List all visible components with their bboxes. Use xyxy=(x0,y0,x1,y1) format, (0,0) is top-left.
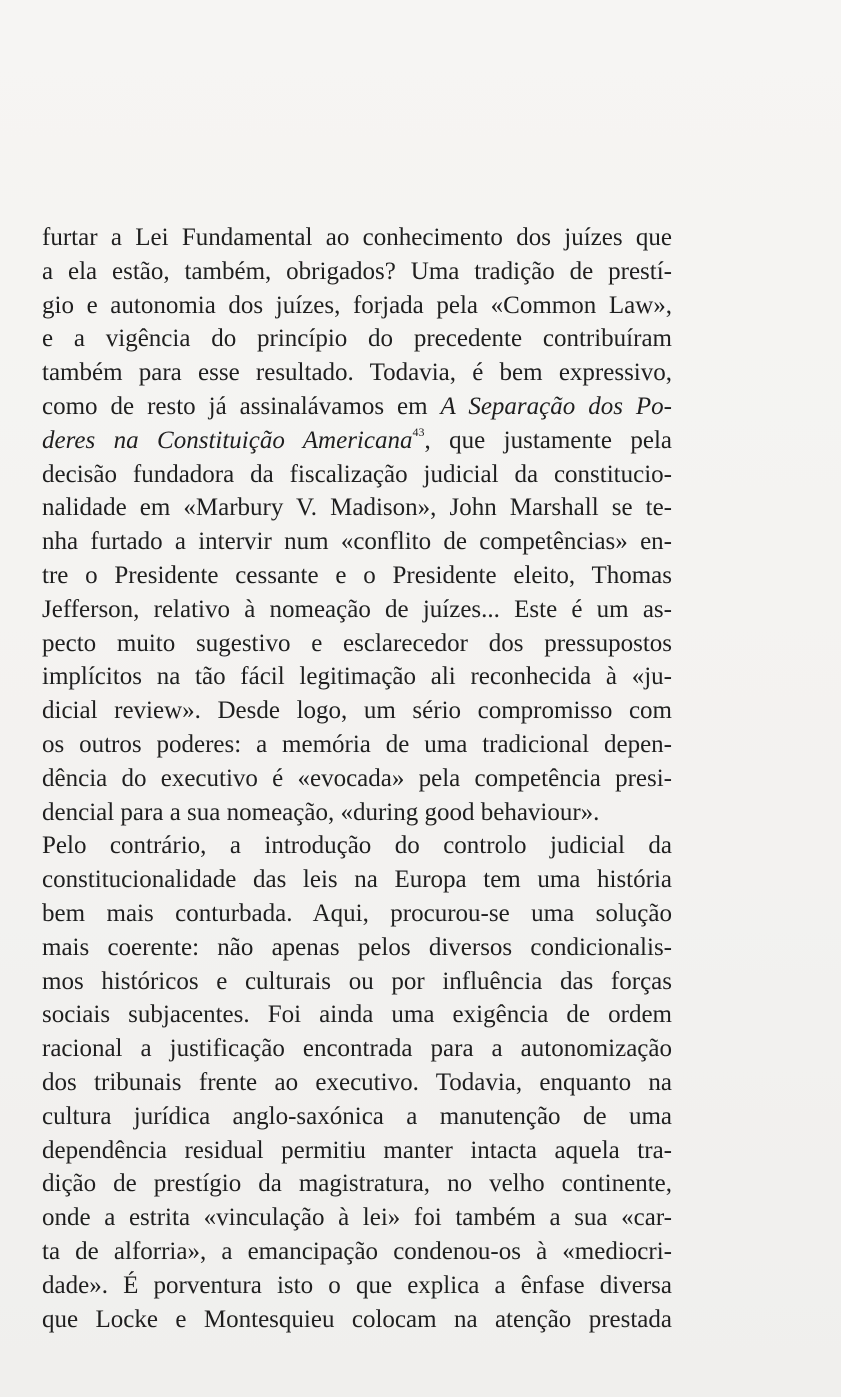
text-line: decisão fundadora da fiscalização judicial da constitucio- xyxy=(42,460,672,488)
text-line: mais coerente: não apenas pelos diversos condicionalis- xyxy=(42,933,672,961)
text-line: dição de prestígio da magistratura, no velho continente, xyxy=(42,1170,672,1198)
text-line: dade». É porventura isto o que explica a ênfase diversa xyxy=(42,1271,672,1299)
text-line: Jefferson, relativo à nomeação de juízes... Este é um as- xyxy=(42,595,672,623)
text-line: ta de alforria», a emancipação condenou-os à «mediocri- xyxy=(42,1237,672,1265)
text-line: furtar a Lei Fundamental ao conhecimento dos juízes que xyxy=(42,224,672,251)
text-line: tre o Presidente cessante e o Presidente eleito, Thomas xyxy=(42,561,672,589)
text-line: nalidade em «Marbury V. Madison», John Marshall se te- xyxy=(42,494,672,522)
body-text xyxy=(42,221,672,1336)
text-line: e a vigência do princípio do precedente contribuíram xyxy=(42,325,672,353)
text-line: sociais subjacentes. Foi ainda uma exigência de ordem xyxy=(42,1001,672,1029)
text-line: gio e autonomia dos juízes, forjada pela «Common Law», xyxy=(42,291,672,319)
text-line: dos tribunais frente ao executivo. Todavia, enquanto na xyxy=(42,1068,672,1096)
text-line: que Locke e Montesquieu colocam na atenção prestada xyxy=(42,1305,672,1333)
italic-title: deres na Constituição Americana xyxy=(42,426,413,454)
text-line: como de resto já assinalávamos em A Separação dos Po- xyxy=(42,392,672,420)
text-line: dependência residual permitiu manter intacta aquela tra- xyxy=(42,1136,672,1164)
text-line: os outros poderes: a memória de uma tradicional depen- xyxy=(42,730,672,758)
text-line: nha furtado a intervir num «conflito de competências» en- xyxy=(42,528,672,556)
text-line: cultura jurídica anglo-saxónica a manutenção de uma xyxy=(42,1102,672,1130)
text-line: dência do executivo é «evocada» pela competência presi- xyxy=(42,764,672,792)
text-line: mos históricos e culturais ou por influência das forças xyxy=(42,967,672,995)
footnote-reference: 43 xyxy=(412,424,425,439)
text-line: deres na Constituição Americana$^{43}$, que justamente pela xyxy=(42,424,672,454)
text-line: dencial para a sua nomeação, «during good behaviour». xyxy=(42,798,600,826)
text-line: também para esse resultado. Todavia, é bem expressivo, xyxy=(42,359,672,387)
text-line: dicial review». Desde logo, um sério compromisso com xyxy=(42,697,672,725)
text-line: constitucionalidade das leis na Europa tem uma história xyxy=(42,866,672,894)
text-line: pecto muito sugestivo e esclarecedor dos pressupostos xyxy=(42,629,672,657)
text-line: implícitos na tão fácil legitimação ali reconhecida à «ju- xyxy=(42,663,672,691)
text-line: racional a justificação encontrada para a autonomização xyxy=(42,1035,672,1063)
text-line: a ela estão, também, obrigados? Uma tradição de prestí- xyxy=(42,257,672,285)
text-line: onde a estrita «vinculação à lei» foi também a sua «car- xyxy=(42,1204,672,1232)
italic-title: A Separação dos Po- xyxy=(440,392,672,420)
text-line: bem mais conturbada. Aqui, procurou-se uma solução xyxy=(42,899,672,927)
text-line: Pelo contrário, a introdução do controlo judicial da xyxy=(42,832,672,860)
